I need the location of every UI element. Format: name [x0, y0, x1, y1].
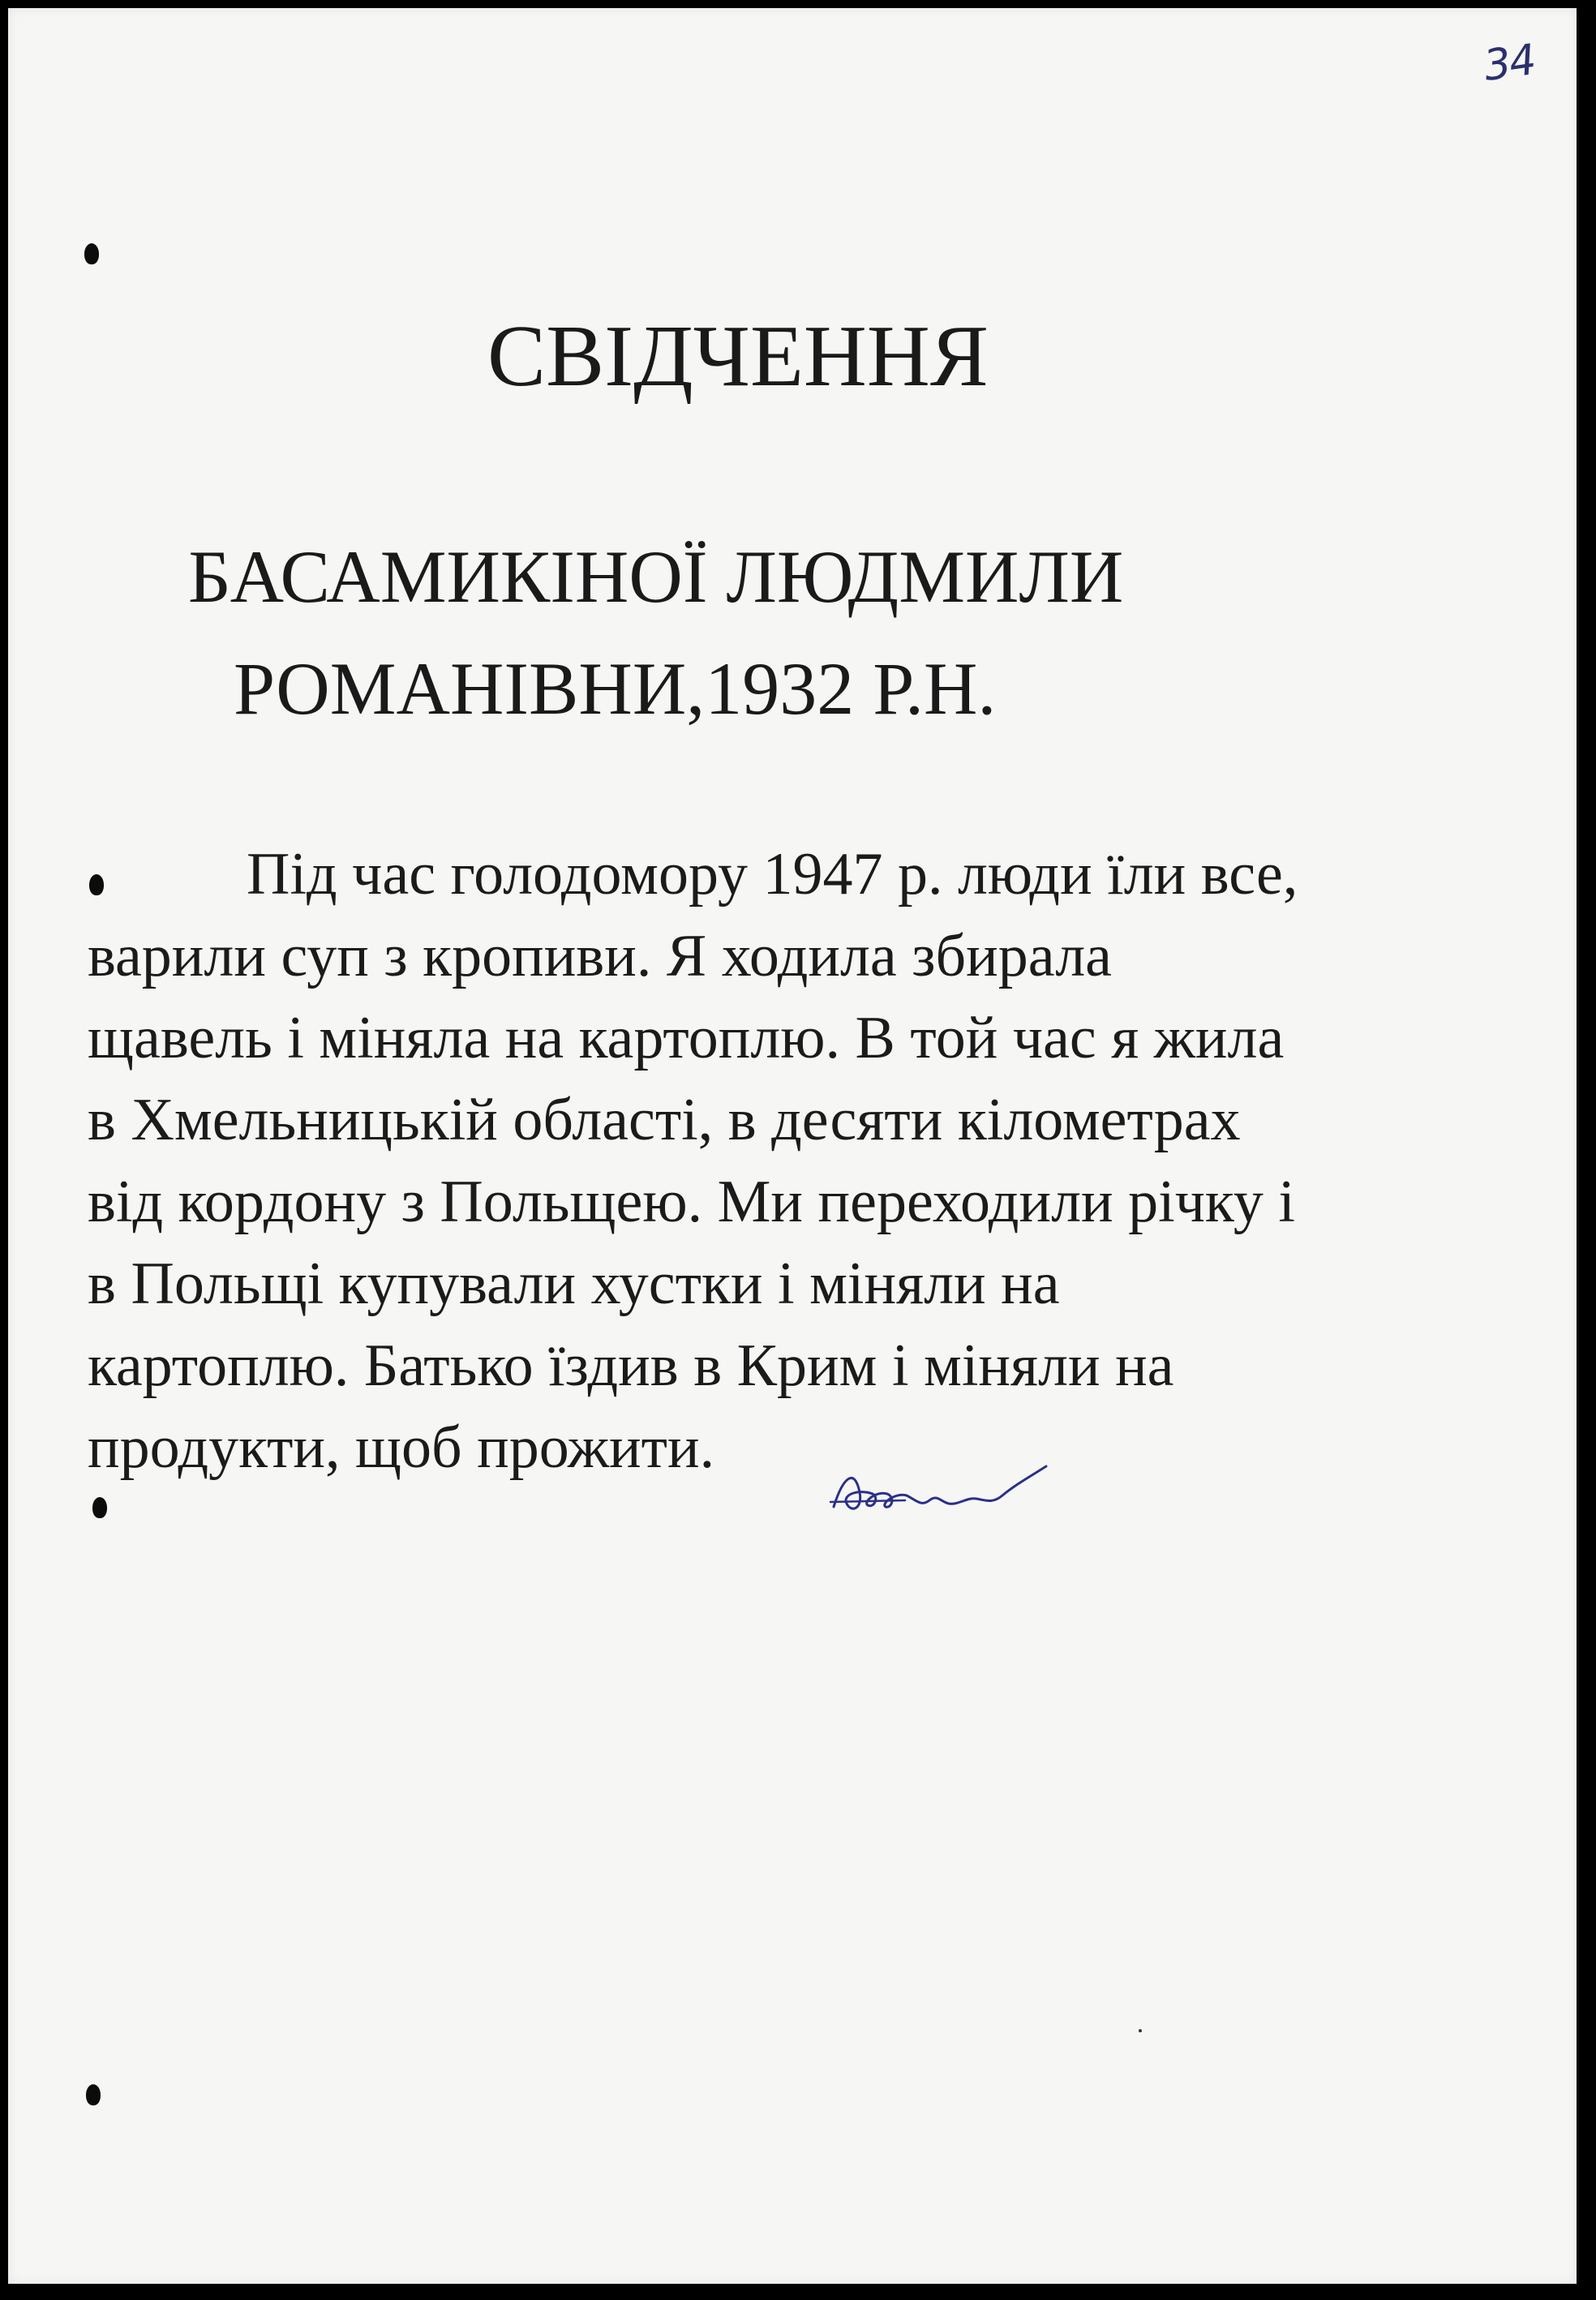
- testimony-paragraph: [88, 834, 1515, 1489]
- witness-name-line-1: БАСАМИКІНОЇ ЛЮДМИЛИ: [188, 535, 1124, 618]
- document-title: СВІДЧЕННЯ: [487, 308, 989, 405]
- punch-hole-bottom: [86, 2084, 101, 2105]
- testimony-line: від кордону з Польщею. Ми переходили річку і: [88, 1169, 1295, 1235]
- handwritten-page-number: 34: [1481, 35, 1538, 92]
- testimony-line: в Польщі купували хустки і міняли на: [88, 1251, 1060, 1317]
- paper-speck: [1139, 2029, 1142, 2032]
- testimony-line: щавель і міняла на картоплю. В той час я жила: [88, 1005, 1285, 1071]
- testimony-line: варили суп з кропиви. Я ходила збирала: [88, 923, 1113, 989]
- testimony-line: Під час голодомору 1947 р. люди їли все,: [247, 841, 1298, 908]
- testimony-line: картоплю. Батько їздив в Крим і міняли на: [88, 1332, 1174, 1399]
- document-page: [8, 8, 1577, 2284]
- punch-hole-middle-lower: [92, 1497, 107, 1518]
- testimony-line: продукти, щоб прожити.: [88, 1414, 715, 1481]
- punch-hole-top: [84, 243, 99, 264]
- testimony-line: в Хмельницькій області, в десяти кілометрах: [88, 1087, 1241, 1153]
- handwritten-signature: [827, 1444, 1054, 1533]
- witness-name-line-2: РОМАНІВНИ,1932 Р.Н.: [234, 647, 997, 730]
